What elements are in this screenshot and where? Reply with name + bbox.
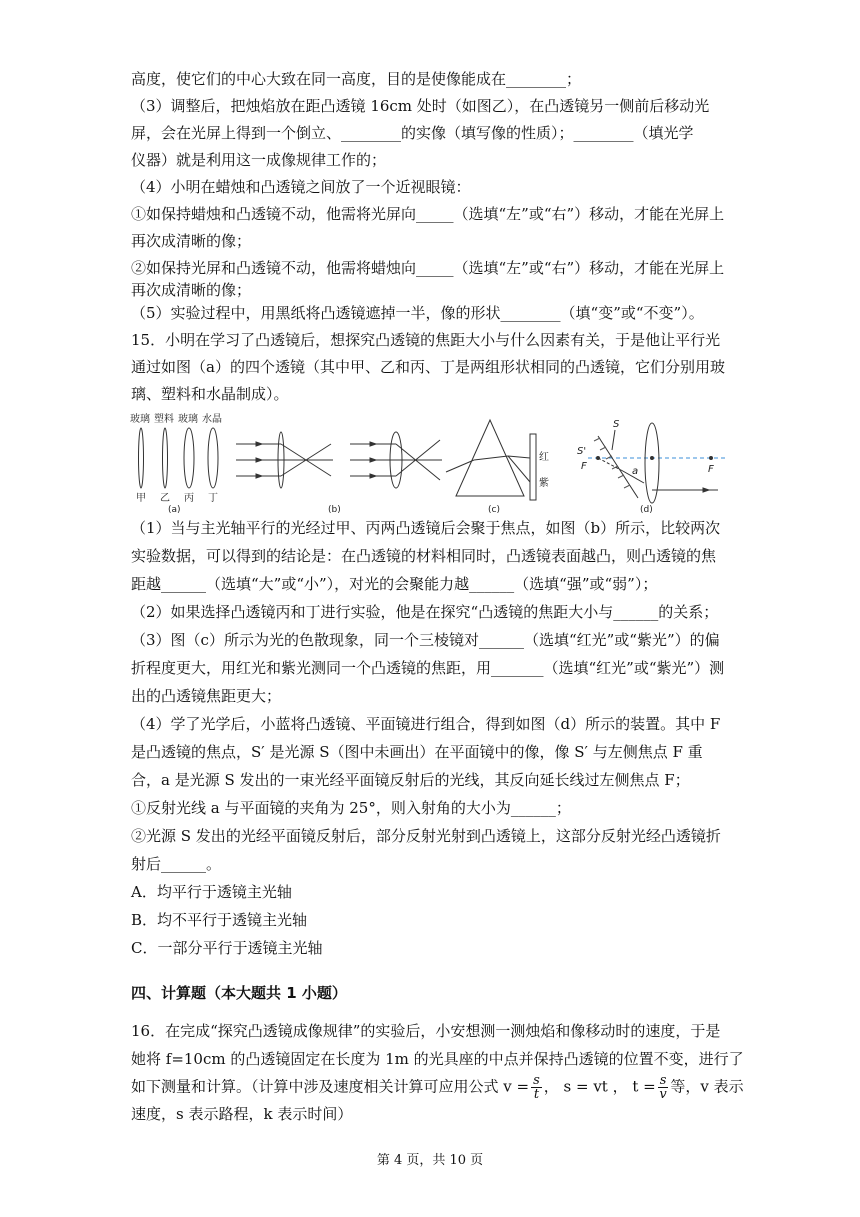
text-line-6: ①如保持蜡烛和凸透镜不动，他需将光屏向_____（选填“左”或“右”）移动，才能在光屏上	[131, 205, 725, 223]
q16-line-2: 她将 f=10cm 的凸透镜固定在长度为 1m 的光具座的中点并保持凸透镜的位置不变，进行了	[131, 1050, 744, 1068]
text-line-15: 实验数据，可以得到的结论是：在凸透镜的材料相同时，凸透镜表面越凸，则凸透镜的焦	[131, 547, 717, 565]
figure-d	[577, 419, 728, 514]
text-line-12: 通过如图（a）的四个透镜（其中甲、乙和丙、丁是两组形状相同的凸透镜，它们分别用玻	[131, 358, 725, 376]
frac2-num: s	[659, 1073, 667, 1088]
text-line-4: 仪器）就是利用这一成像规律工作的；	[131, 151, 387, 169]
page-footer: 第 4 页，共 10 页	[376, 1153, 484, 1168]
text-line-14: （1）当与主光轴平行的光经过甲、丙两凸透镜后会聚于焦点，如图（b）所示，比较两次	[131, 519, 721, 537]
text-line-23: 合，a 是光源 S 发出的一束光经平面镜反射后的光线，其反向延长线过左侧焦点 F；	[131, 771, 690, 789]
text-line-13: 璃、塑料和水晶制成）。	[131, 385, 289, 403]
caption-c: (c)	[488, 505, 500, 514]
label-material-1: 玻璃	[130, 414, 150, 425]
label-material-2: 塑料	[154, 414, 174, 425]
screen	[530, 434, 536, 500]
option-b: B．均不平行于透镜主光轴	[131, 911, 308, 929]
q16-line-4: 速度，s 表示路程，k 表示时间）	[131, 1105, 353, 1123]
text-line-1: 高度，使它们的中心大致在同一高度，目的是使像能成在________；	[131, 70, 582, 88]
lens-bing	[184, 428, 194, 488]
caption-d: (d)	[640, 505, 653, 514]
label-lens-bing: 丙	[184, 493, 194, 504]
text-line-10: （5）实验过程中，用黑纸将凸透镜遮掉一半，像的形状________（填“变”或“不变”）。	[131, 304, 704, 322]
label-lens-yi: 乙	[160, 493, 170, 504]
optics-figure	[128, 408, 733, 514]
text-line-20: 出的凸透镜焦距更大；	[131, 687, 282, 705]
text-line-11: 15．小明在学习了凸透镜后，想探究凸透镜的焦距大小与什么因素有关，于是他让平行光	[131, 331, 721, 349]
option-a: A．均平行于透镜主光轴	[131, 883, 292, 901]
section-title: 四、计算题（本大题共 1 小题）	[131, 984, 347, 1002]
label-red: 红	[539, 452, 549, 463]
lens-jia	[139, 428, 144, 488]
option-c: C．一部分平行于透镜主光轴	[131, 939, 323, 957]
q16-line-3	[131, 1074, 744, 1101]
label-f-right: F	[708, 464, 714, 475]
figure-c	[446, 420, 549, 514]
label-a: a	[632, 466, 639, 477]
label-lens-ding: 丁	[208, 493, 218, 504]
caption-b: (b)	[328, 505, 341, 514]
text-line-24: ①反射光线 a 与平面镜的夹角为 25°，则入射角的大小为______；	[131, 799, 571, 817]
label-s: S	[613, 419, 620, 430]
lens-ding	[208, 428, 218, 488]
label-lens-jia: 甲	[136, 493, 146, 504]
figure-a	[130, 412, 222, 514]
text-line-21: （4）学了光学后，小蓝将凸透镜、平面镜进行组合，得到如图（d）所示的装置。其中 F	[131, 715, 721, 733]
frac1-den: t	[533, 1087, 540, 1102]
label-violet: 紫	[539, 478, 549, 489]
label-f-left: F	[581, 461, 587, 472]
text-line-26: 射后______。	[131, 855, 222, 873]
q16-line-3-mid: ， s = vt ， t =	[543, 1077, 656, 1096]
caption-a: (a)	[168, 505, 181, 514]
frac2-den: v	[659, 1087, 667, 1102]
figure-b	[236, 432, 442, 514]
label-s-prime: S'	[577, 446, 587, 457]
text-line-22: 是凸透镜的焦点，S′ 是光源 S（图中未画出）在平面镜中的像，像 S′ 与左侧焦点 F 重	[131, 743, 703, 761]
formula-t-frac	[658, 1074, 669, 1101]
text-line-7: 再次成清晰的像；	[131, 232, 252, 250]
q16-line-3-post: 等，v 表示	[670, 1077, 744, 1096]
q16-line-1: 16．在完成“探究凸透镜成像规律”的实验后，小安想测一测烛焰和像移动时的速度，于是	[131, 1022, 721, 1040]
label-material-4: 水晶	[202, 414, 222, 425]
text-line-25: ②光源 S 发出的光经平面镜反射后，部分反射光射到凸透镜上，这部分反射光经凸透镜折	[131, 827, 721, 845]
text-line-17: （2）如果选择凸透镜丙和丁进行实验，他是在探究“凸透镜的焦距大小与______的关系；	[131, 603, 719, 621]
text-line-16: 距越______（选填“大”或“小”），对光的会聚能力越______（选填“强”或“弱”）；	[131, 575, 658, 593]
text-line-5: （4）小明在蜡烛和凸透镜之间放了一个近视眼镜：	[131, 178, 471, 196]
text-line-19: 折程度更大，用红光和紫光测同一个凸透镜的焦距，用_______（选填“红光”或“紫光”）测	[131, 659, 725, 677]
lens-yi	[163, 428, 168, 488]
label-material-3: 玻璃	[178, 414, 198, 425]
q16-line-3-pre: 如下测量和计算。（计算中涉及速度相关计算可应用公式 v =	[131, 1077, 530, 1096]
formula-v-frac	[531, 1074, 542, 1101]
text-line-3: 屏，会在光屏上得到一个倒立、________的实像（填写像的性质）；________（填光学	[131, 124, 694, 142]
text-line-8: ②如保持光屏和凸透镜不动，他需将蜡烛向_____（选填“左”或“右”）移动，才能在光屏上	[131, 259, 725, 277]
convex-lens-d	[645, 423, 659, 503]
text-line-18: （3）图（c）所示为光的色散现象，同一个三棱镜对______（选填“红光”或“紫光”）的偏	[131, 631, 720, 649]
text-line-9: 再次成清晰的像；	[131, 281, 252, 299]
frac1-num: s	[533, 1073, 540, 1088]
text-line-2: （3）调整后，把烛焰放在距凸透镜 16cm 处时（如图乙），在凸透镜另一侧前后移动光	[131, 97, 710, 115]
